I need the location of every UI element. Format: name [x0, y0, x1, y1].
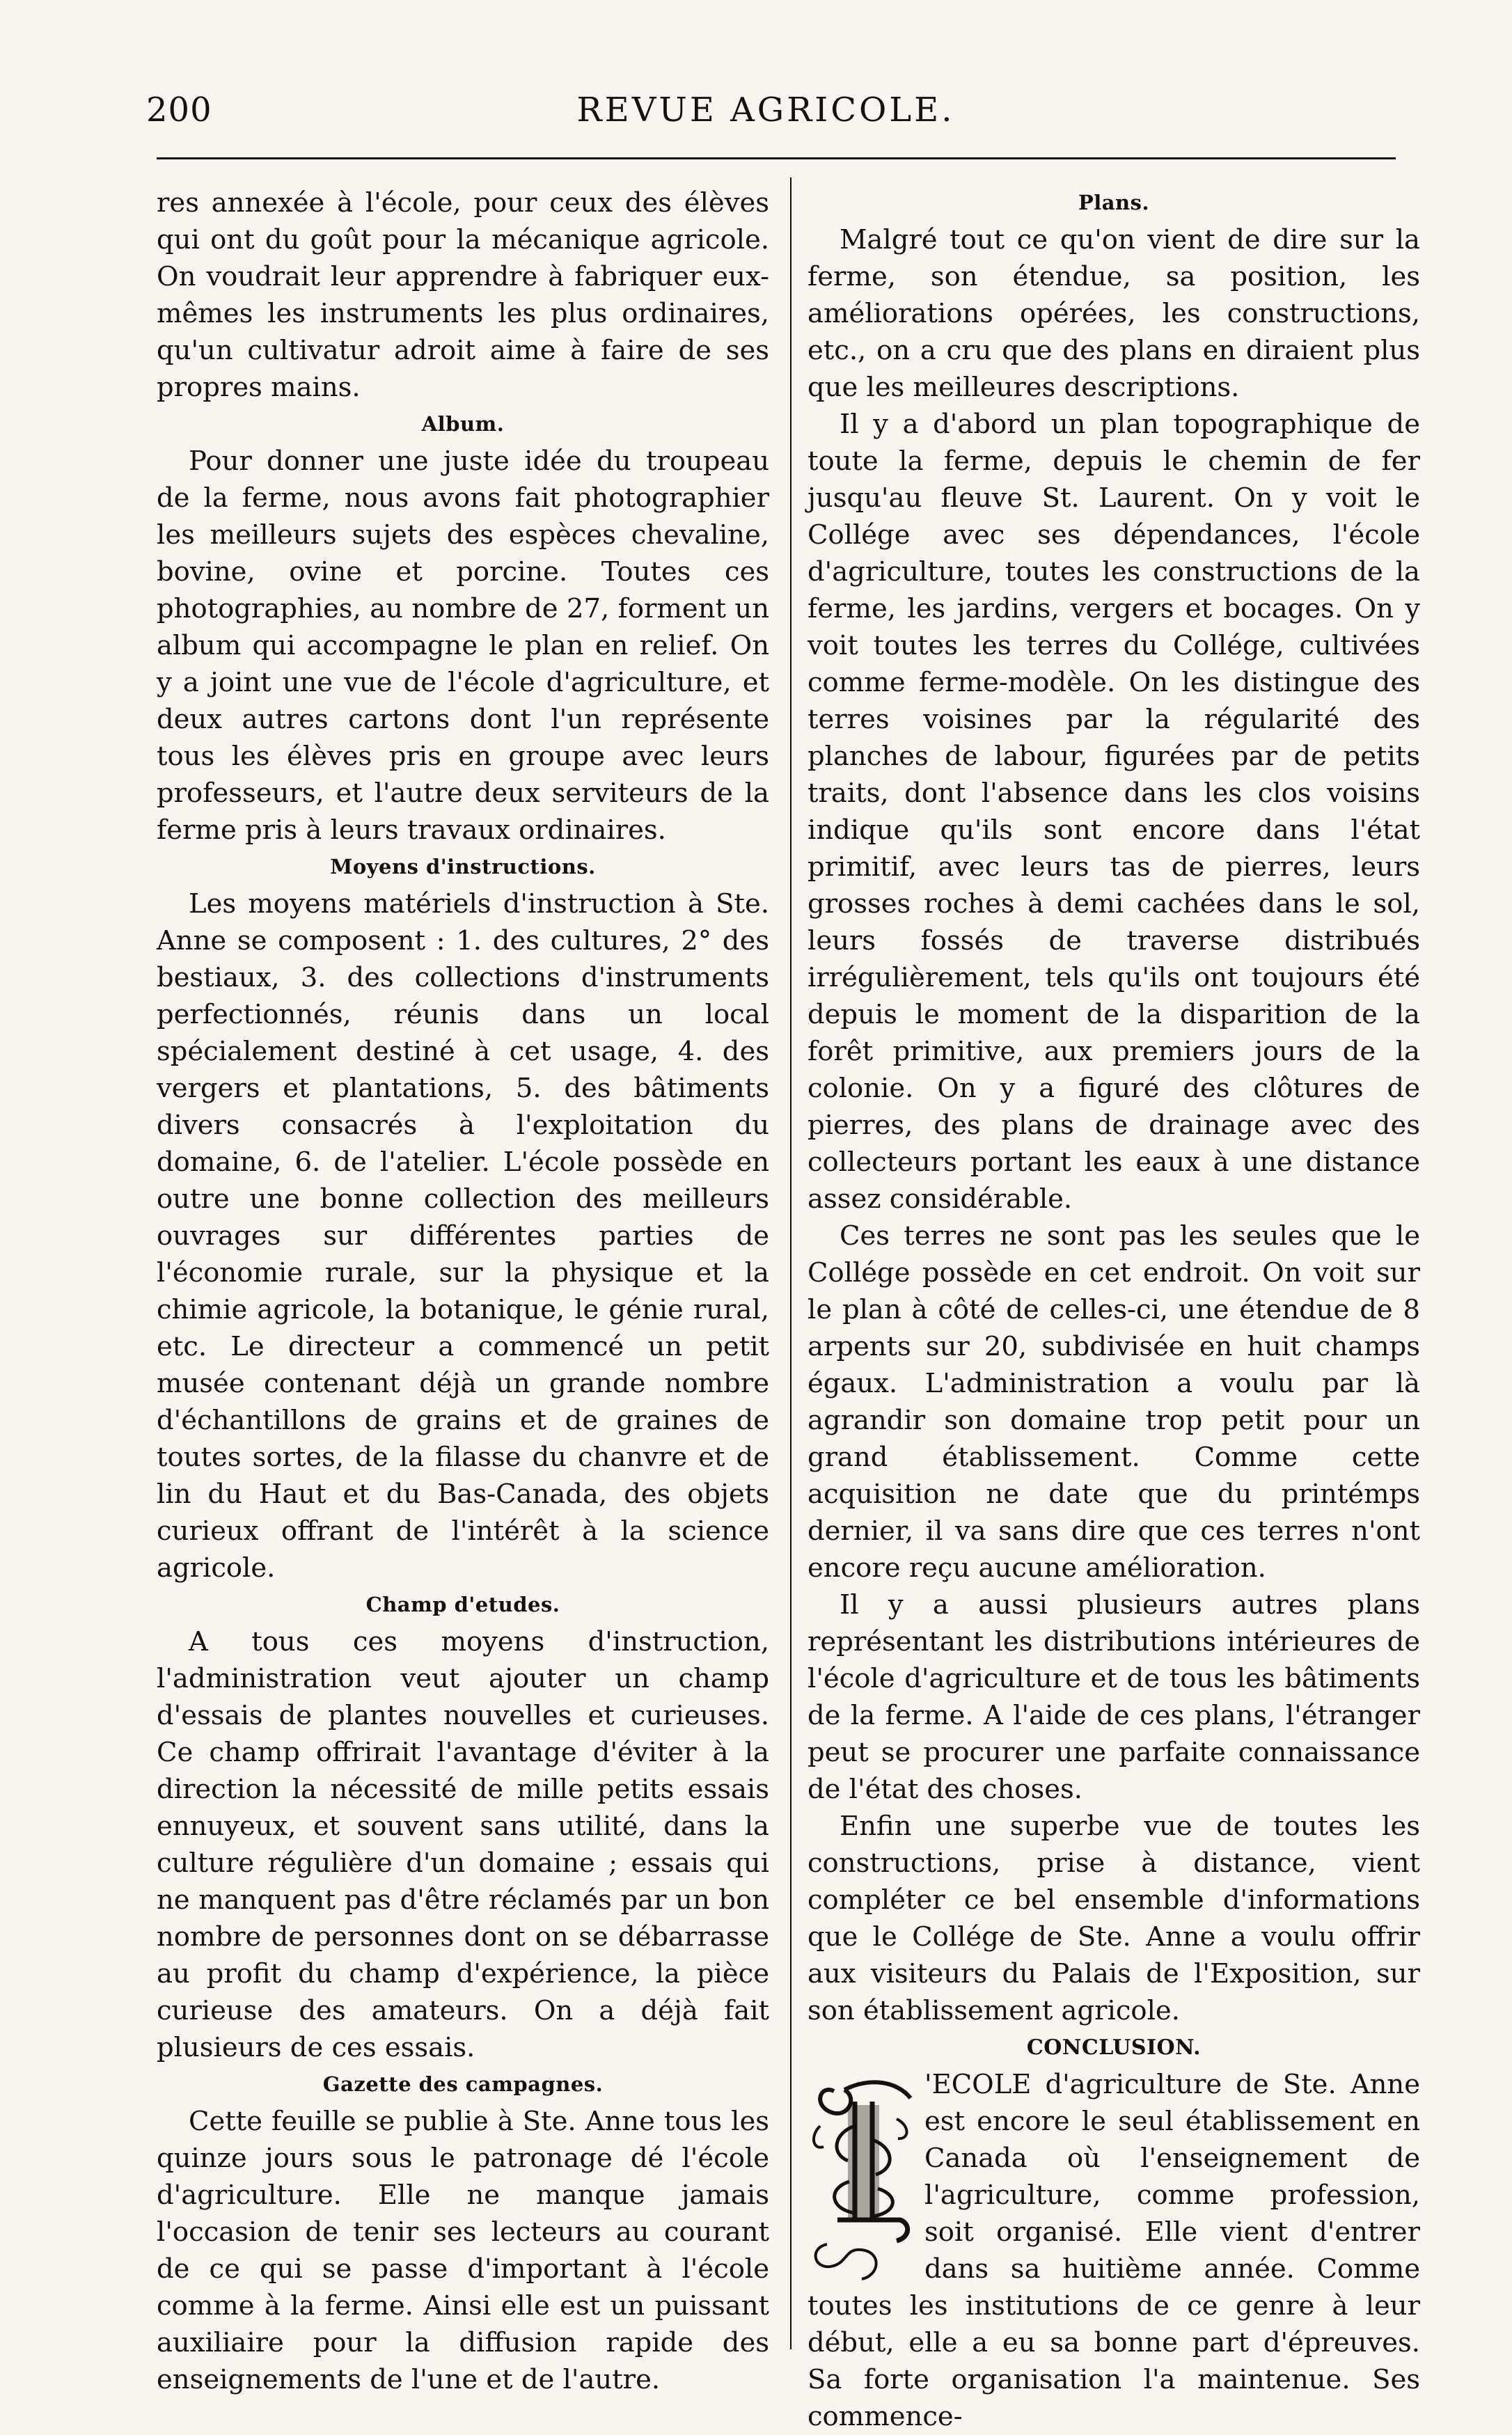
intro-paragraph: res annexée à l'école, pour ceux des élèves qui ont du goût pour la mécanique agricole. On voudrait leur apprendre à fabriquer eux-mêmes les instruments les plus ordinaires, qu'un cultivatur adroit aime à faire de ses propres mains. — [157, 187, 769, 403]
ornamental-initial-l-icon — [806, 2070, 918, 2287]
champ-heading: Champ d'etudes. — [365, 1593, 560, 1616]
page-number: 200 — [146, 90, 212, 129]
right-column — [808, 184, 1420, 2435]
album-heading: Album. — [421, 412, 505, 436]
champ-paragraph: A tous ces moyens d'instruction, l'administration veut ajouter un champ d'essais de plantes nouvelles et curieuses. Ce champ offrirait l'avantage d'éviter à la direction la nécessité de mille petits essais ennuyeux, et souvent sans utilité, dans la culture régulière d'un domaine ; essais qui ne manquent pas d'être réclamés par un bon nombre de personnes dont on se débarrasse au profit du champ d'expérience, la pièce curieuse des amateurs. On a déjà fait plusieurs de ces essais. — [157, 1626, 769, 2063]
column-divider — [790, 178, 792, 2349]
header-rule — [157, 157, 1396, 159]
conclusion-heading: CONCLUSION. — [1026, 2035, 1202, 2060]
page-header — [146, 90, 1385, 146]
conclusion-paragraph: 'ECOLE d'agriculture de Ste. Anne est encore le seul établissement en Canada où l'enseignement de l'agriculture, comme profession, soit organisé. Elle vient d'entrer dans sa huitième année. Comme toutes les institutions de ce genre à leur début, elle a eu sa bonne part d'épreuves. Sa forte organisation l'a maintenue. Ses commence- — [808, 2069, 1420, 2432]
running-title: REVUE AGRICOLE. — [576, 90, 955, 129]
album-paragraph: Pour donner une juste idée du troupeau de la ferme, nous avons fait photographier les meilleurs sujets des espèces chevaline, bovine, ovine et porcine. Toutes ces photographies, au nombre de 27, forment un album qui accompagne le plan en relief. On y a joint une vue de l'école d'agriculture, et deux autres cartons dont l'un représente tous les élèves pris en groupe avec leurs professeurs, et l'autre deux serviteurs de la ferme pris à leurs travaux ordinaires. — [157, 446, 769, 846]
plans-paragraph-1: Malgré tout ce qu'on vient de dire sur la ferme, son étendue, sa position, les améliorations opérées, les constructions, etc., on a cru que des plans en diraient plus que les meilleures descriptions. — [808, 224, 1420, 403]
moyens-heading: Moyens d'instructions. — [330, 855, 596, 878]
plans-paragraph-4: Il y a aussi plusieurs autres plans représentant les distributions intérieures de l'école d'agriculture et de tous les bâtiments de la ferme. A l'aide de ces plans, l'étranger peut se procurer une parfaite connaissance de l'état des choses. — [808, 1589, 1420, 1805]
plans-heading: Plans. — [1078, 191, 1150, 214]
plans-paragraph-3: Ces terres ne sont pas les seules que le Collége possède en cet endroit. On voit sur le plan à côté de celles-ci, une étendue de 8 arpents sur 20, subdivisée en huit champs égaux. L'administration a voulu par là agrandir son domaine trop petit pour un grand établissement. Comme cette acquisition ne date que du printémps dernier, il va sans dire que ces terres n'ont encore reçu aucune amélioration. — [808, 1220, 1420, 1584]
gazette-heading: Gazette des campagnes. — [322, 2072, 604, 2096]
gazette-paragraph: Cette feuille se publie à Ste. Anne tous les quinze jours sous le patronage dé l'école d'agriculture. Elle ne manque jamais l'occasion de tenir ses lecteurs au courant de ce qui se passe d'important à l'école comme à la ferme. Ainsi elle est un puissant auxiliaire pour la diffusion rapide des enseignements de l'une et de l'autre. — [157, 2106, 769, 2395]
plans-paragraph-5: Enfin une superbe vue de toutes les constructions, prise à distance, vient compléter ce bel ensemble d'informations que le Collége de Ste. Anne a voulu offrir aux visiteurs du Palais de l'Exposition, sur son établissement agricole. — [808, 1811, 1420, 2026]
left-column — [157, 184, 769, 2398]
moyens-paragraph: Les moyens matériels d'instruction à Ste. Anne se composent : 1. des cultures, 2° des bestiaux, 3. des collections d'instruments perfectionnés, réunis dans un local spécialement destiné à cet usage, 4. des vergers et plantations, 5. des bâtiments divers consacrés à l'exploitation du domaine, 6. de l'atelier. L'école possède en outre une bonne collection des meilleurs ouvrages sur différentes parties de l'économie rurale, sur la physique et la chimie agricole, la botanique, le génie rural, etc. Le directeur a commencé un petit musée contenant déjà un grande nombre d'échantillons de grains et de graines de toutes sortes, de la filasse du chanvre et de lin du Haut et du Bas-Canada, des objets curieux offrant de l'intérêt à la science agricole. — [157, 888, 769, 1584]
plans-paragraph-2: Il y a d'abord un plan topographique de toute la ferme, depuis le chemin de fer jusqu'au fleuve St. Laurent. On y voit le Collége avec ses dépendances, l'école d'agriculture, toutes les constructions de la ferme, les jardins, vergers et bocages. On y voit toutes les terres du Collége, cultivées comme ferme-modèle. On les distingue des terres voisines par la régularité des planches de labour, figurées par de petits traits, dont l'absence dans les clos voisins indique qu'ils sont encore dans l'état primitif, avec leurs tas de pierres, leurs grosses roches à demi cachées dans le sol, leurs fossés de traverse distribués irrégulièrement, tels qu'ils ont toujours été depuis le moment de la disparition de la forêt primitive, aux premiers jours de la colonie. On y a figuré des clôtures de pierres, des plans de drainage avec des collecteurs portant les eaux à une distance assez considérable. — [808, 409, 1420, 1215]
